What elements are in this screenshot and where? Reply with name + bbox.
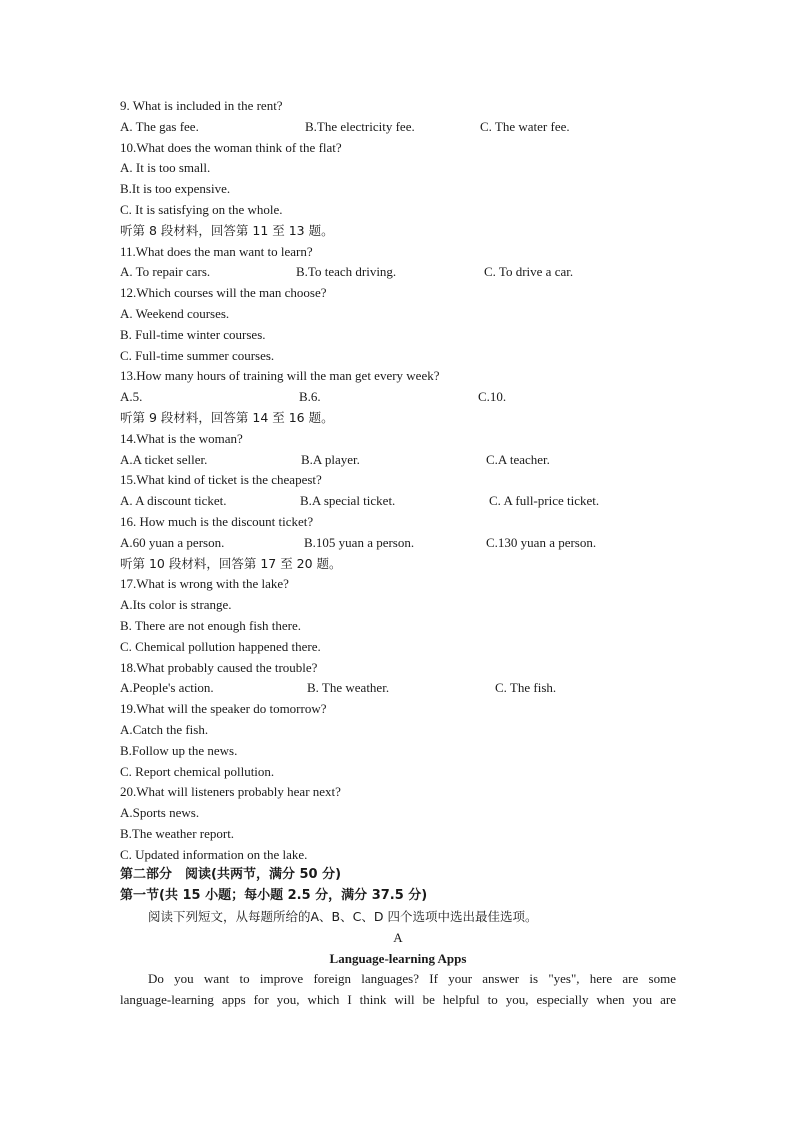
question-14-stem: 14.What is the woman? bbox=[120, 430, 243, 446]
option-a: A.Its color is strange. bbox=[120, 597, 232, 613]
option-b: B.Follow up the news. bbox=[120, 742, 238, 758]
option-b: B.A special ticket. bbox=[300, 493, 396, 509]
question-14-options bbox=[120, 450, 676, 471]
question-20-stem: 20.What will listeners probably hear next? bbox=[120, 784, 341, 800]
option-b: B.To teach driving. bbox=[296, 264, 397, 280]
section-1-heading: 第一节(共 15 小题；每小题 2.5 分，满分 37.5 分) bbox=[120, 888, 428, 904]
question-18-stem: 18.What probably caused the trouble? bbox=[120, 659, 318, 675]
option-a: A.People's action. bbox=[120, 680, 214, 696]
option-b: B. Full-time winter courses. bbox=[120, 326, 266, 342]
option-b: B. There are not enough fish there. bbox=[120, 617, 301, 633]
option-c: C. It is satisfying on the whole. bbox=[120, 201, 283, 217]
question-10-stem: 10.What does the woman think of the flat? bbox=[120, 139, 342, 155]
passage-line-2: language-learning apps for you, which I think will be helpful to you, especially when you are bbox=[120, 992, 676, 1008]
reading-instruction: 阅读下列短文，从每题所给的A、B、C、D 四个选项中选出最佳选项。 bbox=[148, 909, 538, 925]
option-c: C. Chemical pollution happened there. bbox=[120, 638, 321, 654]
question-9-options bbox=[120, 117, 676, 138]
section-9-instruction: 听第 9 段材料，回答第 14 至 16 题。 bbox=[120, 409, 334, 425]
option-a: A. It is too small. bbox=[120, 160, 211, 176]
question-15-options bbox=[120, 491, 676, 512]
question-13-options bbox=[120, 387, 676, 408]
option-c: C.130 yuan a person. bbox=[486, 534, 597, 550]
part-2-heading: 第二部分 阅读(共两节，满分 50 分) bbox=[120, 867, 342, 883]
option-a: A.Sports news. bbox=[120, 805, 200, 821]
question-18-options bbox=[120, 678, 676, 699]
option-b: B.6. bbox=[299, 389, 321, 405]
option-a: A. Weekend courses. bbox=[120, 305, 230, 321]
question-9-stem: 9. What is included in the rent? bbox=[120, 98, 283, 113]
option-c: C. The fish. bbox=[495, 680, 557, 696]
option-c: C.A teacher. bbox=[486, 451, 550, 467]
section-8-instruction: 听第 8 段材料，回答第 11 至 13 题。 bbox=[120, 222, 334, 238]
question-12-stem: 12.Which courses will the man choose? bbox=[120, 285, 327, 301]
option-b: B.The electricity fee. bbox=[305, 118, 415, 134]
option-c: C.10. bbox=[478, 389, 507, 405]
question-16-stem: 16. How much is the discount ticket? bbox=[120, 513, 314, 529]
option-b: B.105 yuan a person. bbox=[304, 534, 415, 550]
option-a: A.Catch the fish. bbox=[120, 721, 209, 737]
exam-page bbox=[120, 96, 676, 1011]
question-17-stem: 17.What is wrong with the lake? bbox=[120, 576, 289, 592]
option-b: B.It is too expensive. bbox=[120, 181, 231, 197]
option-c: C. Updated information on the lake. bbox=[120, 846, 308, 862]
question-16-options bbox=[120, 533, 676, 554]
question-19-stem: 19.What will the speaker do tomorrow? bbox=[120, 701, 327, 717]
option-c: C. To drive a car. bbox=[484, 264, 574, 280]
option-c: C. The water fee. bbox=[480, 118, 570, 134]
passage-line-1: Do you want to improve foreign languages? If your answer is "yes", here are some bbox=[148, 971, 676, 987]
option-c: C. Full-time summer courses. bbox=[120, 347, 275, 363]
option-a: A.5. bbox=[120, 389, 143, 405]
question-11-stem: 11.What does the man want to learn? bbox=[120, 243, 313, 259]
option-c: C. Report chemical pollution. bbox=[120, 763, 275, 779]
option-b: B. The weather. bbox=[307, 680, 390, 696]
option-c: C. A full-price ticket. bbox=[489, 493, 600, 509]
option-b: B.A player. bbox=[301, 451, 360, 467]
question-15-stem: 15.What kind of ticket is the cheapest? bbox=[120, 472, 322, 488]
option-a: A. To repair cars. bbox=[120, 264, 211, 280]
passage-letter: A bbox=[393, 929, 403, 945]
passage-title: Language-learning Apps bbox=[329, 950, 467, 966]
option-a: A. The gas fee. bbox=[120, 118, 199, 134]
section-10-instruction: 听第 10 段材料，回答第 17 至 20 题。 bbox=[120, 555, 342, 571]
option-a: A. A discount ticket. bbox=[120, 493, 227, 509]
option-b: B.The weather report. bbox=[120, 825, 235, 841]
question-13-stem: 13.How many hours of training will the man get every week? bbox=[120, 368, 440, 384]
option-a: A.60 yuan a person. bbox=[120, 534, 225, 550]
question-11-options bbox=[120, 262, 676, 283]
option-a: A.A ticket seller. bbox=[120, 451, 208, 467]
